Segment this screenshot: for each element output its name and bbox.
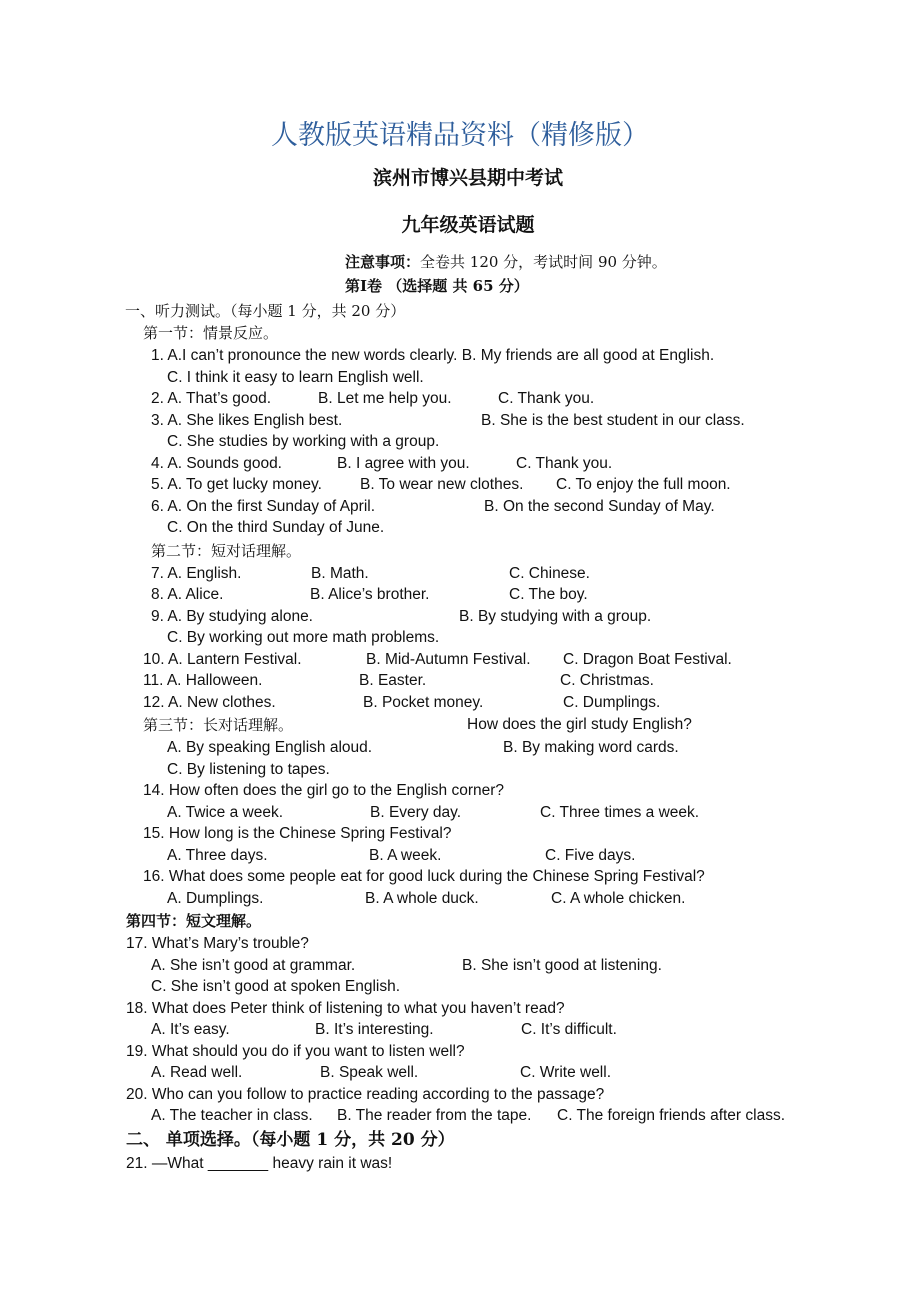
- note-label: 注意事项：: [345, 253, 421, 271]
- q9-option-b: B. By studying with a group.: [459, 608, 652, 625]
- q16-option-a: A. Dumplings.: [167, 890, 264, 907]
- q11-option-c: C. Christmas.: [560, 672, 654, 689]
- q6-option-c: C. On the third Sunday of June.: [167, 519, 385, 536]
- q17-option-a: A. She isn’t good at grammar.: [151, 957, 356, 974]
- q15-question: 15. How long is the Chinese Spring Festival?: [143, 825, 452, 842]
- q19-option-c: C. Write well.: [520, 1064, 612, 1081]
- q15-option-c: C. Five days.: [545, 847, 636, 864]
- q16-question: 16. What does some people eat for good luck during the Chinese Spring Festival?: [143, 868, 705, 885]
- q12-option-a: 12. A. New clothes.: [143, 694, 276, 711]
- exam-note: [345, 252, 667, 272]
- q11-option-b: B. Easter.: [359, 672, 427, 689]
- q15-option-a: A. Three days.: [167, 847, 268, 864]
- q20-question: 20. Who can you follow to practice reading according to the passage?: [126, 1086, 605, 1103]
- q18-option-a: A. It’s easy.: [151, 1021, 230, 1038]
- q19-option-a: A. Read well.: [151, 1064, 243, 1081]
- q4-option-b: B. I agree with you.: [337, 455, 470, 472]
- paper-title: 九年级英语试题: [401, 214, 535, 236]
- q6-option-a: 6. A. On the first Sunday of April.: [151, 498, 376, 515]
- q2-option-a: 2. A. That’s good.: [151, 390, 272, 407]
- top-title: 人教版英语精品资料（精修版）: [271, 120, 649, 151]
- q20-option-c: C. The foreign friends after class.: [557, 1107, 786, 1124]
- q8-option-c: C. The boy.: [509, 586, 588, 603]
- q16-option-b: B. A whole duck.: [365, 890, 479, 907]
- q17-option-c: C. She isn’t good at spoken English.: [151, 978, 401, 995]
- q13-option-a: A. By speaking English aloud.: [167, 739, 373, 756]
- q3-option-b: B. She is the best student in our class.: [481, 412, 745, 429]
- volume-heading: 第Ⅰ卷 （选择题 共 65 分）: [345, 277, 529, 295]
- q17-option-b: B. She isn’t good at listening.: [462, 957, 662, 974]
- q19-question: 19. What should you do if you want to listen well?: [126, 1043, 465, 1060]
- q19-option-b: B. Speak well.: [320, 1064, 419, 1081]
- q14-question: 14. How often does the girl go to the English corner?: [143, 782, 505, 799]
- q7-option-a: 7. A. English.: [151, 565, 242, 582]
- q3-option-c: C. She studies by working with a group.: [167, 433, 440, 450]
- q20-option-a: A. The teacher in class.: [151, 1107, 313, 1124]
- q7-option-b: B. Math.: [311, 565, 369, 582]
- q4-option-a: 4. A. Sounds good.: [151, 455, 282, 472]
- q14-option-b: B. Every day.: [370, 804, 462, 821]
- q2-option-b: B. Let me help you.: [318, 390, 452, 407]
- part2-title: 二、 单项选择。（每小题 1 分，共 20 分）: [126, 1130, 455, 1150]
- q21-question: 21. —What _______ heavy rain it was!: [126, 1155, 393, 1172]
- q13-option-b: B. By making word cards.: [503, 739, 679, 756]
- school-exam-title: 滨州市博兴县期中考试: [372, 167, 563, 189]
- q20-option-b: B. The reader from the tape.: [337, 1107, 532, 1124]
- q12-option-b: B. Pocket money.: [363, 694, 484, 711]
- note-text: 全卷共 120 分，考试时间 90 分钟。: [420, 253, 667, 271]
- q5-option-b: B. To wear new clothes.: [360, 476, 524, 493]
- q14-option-c: C. Three times a week.: [540, 804, 700, 821]
- section1-heading: 第一节：情景反应。: [143, 324, 279, 342]
- q15-option-b: B. A week.: [369, 847, 442, 864]
- q18-option-b: B. It’s interesting.: [315, 1021, 434, 1038]
- q18-question: 18. What does Peter think of listening to what you haven’t read?: [126, 1000, 565, 1017]
- q4-option-c: C. Thank you.: [516, 455, 613, 472]
- q1-line1: 1. A.I can’t pronounce the new words clearly. B. My friends are all good at English.: [151, 347, 715, 364]
- q5-option-c: C. To enjoy the full moon.: [556, 476, 731, 493]
- q12-option-c: C. Dumplings.: [563, 694, 661, 711]
- q13-question: How does the girl study English?: [467, 716, 692, 733]
- q13-option-c: C. By listening to tapes.: [167, 761, 330, 778]
- q9-option-c: C. By working out more math problems.: [167, 629, 440, 646]
- q3-option-a: 3. A. She likes English best.: [151, 412, 343, 429]
- q17-question: 17. What’s Mary’s trouble?: [126, 935, 309, 952]
- q7-option-c: C. Chinese.: [509, 565, 590, 582]
- q6-option-b: B. On the second Sunday of May.: [484, 498, 715, 515]
- q10-option-b: B. Mid-Autumn Festival.: [366, 651, 531, 668]
- section3-heading: 第三节：长对话理解。: [143, 716, 294, 734]
- q5-option-a: 5. A. To get lucky money.: [151, 476, 322, 493]
- q16-option-c: C. A whole chicken.: [551, 890, 686, 907]
- section2-heading: 第二节：短对话理解。: [151, 542, 302, 560]
- q10-option-a: 10. A. Lantern Festival.: [143, 651, 302, 668]
- q1-line2: C. I think it easy to learn English well.: [167, 369, 424, 386]
- q8-option-a: 8. A. Alice.: [151, 586, 224, 603]
- q11-option-a: 11. A. Halloween.: [143, 672, 263, 689]
- q8-option-b: B. Alice’s brother.: [310, 586, 430, 603]
- q2-option-c: C. Thank you.: [498, 390, 595, 407]
- q10-option-c: C. Dragon Boat Festival.: [563, 651, 732, 668]
- section4-heading: 第四节：短文理解。: [126, 912, 262, 930]
- q14-option-a: A. Twice a week.: [167, 804, 284, 821]
- q9-option-a: 9. A. By studying alone.: [151, 608, 313, 625]
- q18-option-c: C. It’s difficult.: [521, 1021, 617, 1038]
- part1-title: 一、听力测试。（每小题 1 分，共 20 分）: [125, 302, 406, 320]
